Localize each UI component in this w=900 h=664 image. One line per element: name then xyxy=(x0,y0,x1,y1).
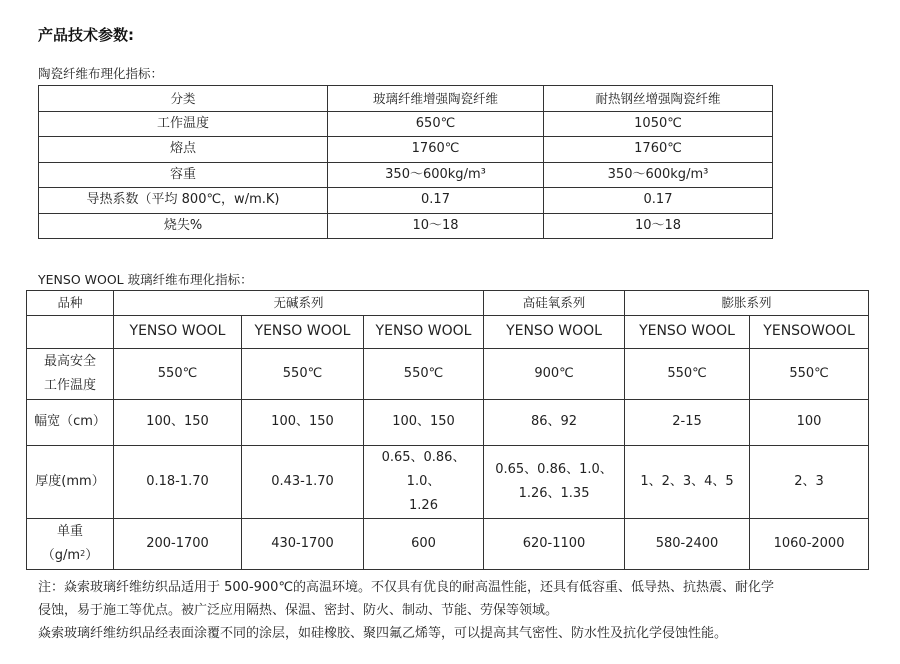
cell-value: 100、150 xyxy=(242,400,364,446)
cell-value: 350～600kg/m³ xyxy=(544,162,773,188)
table-row xyxy=(39,162,773,188)
cell-value: 550℃ xyxy=(242,349,364,400)
cell-value: 1050℃ xyxy=(544,111,773,137)
width-label: 幅宽（cm） xyxy=(27,400,114,446)
model-cell: YENSO WOOL xyxy=(484,316,625,349)
model-cell: YENSO WOOL xyxy=(114,316,242,349)
table-header-row xyxy=(39,86,773,112)
note-line: 注：焱索玻璃纤维纺织品适用于 500-900℃的高温环境。不仅具有优良的耐高温性能，还具有低容重、低导热、抗热震、耐化学 xyxy=(38,580,775,595)
row-label: 烧失% xyxy=(39,213,328,239)
cell-value: 2-15 xyxy=(625,400,750,446)
group-alkali-free: 无碱系列 xyxy=(114,291,484,316)
label-line: （g/m xyxy=(41,548,81,563)
cell-value: 0.43-1.70 xyxy=(242,446,364,519)
label-line: ） xyxy=(85,548,99,563)
ceramic-fiber-cloth-table xyxy=(38,85,773,239)
note-line: 侵蚀，易于施工等优点。被广泛应用隔热、保温、密封、防火、制动、节能、劳保等领域。 xyxy=(38,603,559,618)
cell-value: 900℃ xyxy=(484,349,625,400)
cell-value: 100、150 xyxy=(114,400,242,446)
weight-label xyxy=(27,519,114,570)
temperature-row xyxy=(27,349,869,400)
label-line: 最高安全 xyxy=(43,354,96,369)
header-category: 分类 xyxy=(39,86,328,112)
header-steel-reinforced: 耐热钢丝增强陶瓷纤维 xyxy=(544,86,773,112)
thickness-label: 厚度(mm） xyxy=(27,446,114,519)
glass-fiber-cloth-table xyxy=(26,290,869,570)
cell-value: 580-2400 xyxy=(625,519,750,570)
cell-value: 600 xyxy=(364,519,484,570)
row-label: 工作温度 xyxy=(39,111,328,137)
cell-value: 200-1700 xyxy=(114,519,242,570)
cell-value: 350～600kg/m³ xyxy=(328,162,544,188)
header-glass-reinforced: 玻璃纤维增强陶瓷纤维 xyxy=(328,86,544,112)
cell-value: 550℃ xyxy=(114,349,242,400)
cell-value: 430-1700 xyxy=(242,519,364,570)
value-line: 1.26 xyxy=(409,498,438,513)
model-cell: YENSO WOOL xyxy=(625,316,750,349)
cell-value: 0.17 xyxy=(544,188,773,214)
cell-value: 550℃ xyxy=(364,349,484,400)
value-line: 0.65、0.86、1.0、 xyxy=(495,462,613,477)
cell-value: 1、2、3、4、5 xyxy=(625,446,750,519)
cell-value: 550℃ xyxy=(625,349,750,400)
cell-value: 1060-2000 xyxy=(750,519,869,570)
table-row xyxy=(39,111,773,137)
model-cell: YENSO WOOL xyxy=(242,316,364,349)
value-line: 0.65、0.86、1.0、 xyxy=(381,450,466,489)
row-label: 熔点 xyxy=(39,137,328,163)
row-label: 导热系数（平均 800℃，w/m.K) xyxy=(39,188,328,214)
model-cell: YENSO WOOL xyxy=(364,316,484,349)
cell-value xyxy=(484,446,625,519)
temperature-label xyxy=(27,349,114,400)
cell-value: 0.17 xyxy=(328,188,544,214)
notes-block xyxy=(38,576,878,645)
cell-value xyxy=(364,446,484,519)
thickness-row xyxy=(27,446,869,519)
superscript: 2 xyxy=(80,549,86,558)
table-row xyxy=(39,137,773,163)
label-line: 单重 xyxy=(56,524,83,539)
weight-row xyxy=(27,519,869,570)
ceramic-cloth-table-caption: 陶瓷纤维布理化指标： xyxy=(38,66,164,81)
label-line: 工作温度 xyxy=(43,378,96,393)
cell-value: 650℃ xyxy=(328,111,544,137)
header-variety: 品种 xyxy=(27,291,114,316)
cell-value: 100 xyxy=(750,400,869,446)
note-line: 焱索玻璃纤维纺织品经表面涂覆不同的涂层，如硅橡胶、聚四氟乙烯等，可以提高其气密性、防水性及抗化学侵蚀性能。 xyxy=(38,626,728,641)
glass-fiber-table-caption: YENSO WOOL 玻璃纤维布理化指标： xyxy=(38,272,253,287)
cell-value: 86、92 xyxy=(484,400,625,446)
group-expansion: 膨胀系列 xyxy=(625,291,869,316)
width-row xyxy=(27,400,869,446)
cell-value: 1760℃ xyxy=(328,137,544,163)
table-row xyxy=(39,188,773,214)
model-row xyxy=(27,316,869,349)
model-cell: YENSOWOOL xyxy=(750,316,869,349)
cell-value: 620-1100 xyxy=(484,519,625,570)
cell-value: 1760℃ xyxy=(544,137,773,163)
group-high-silica: 高硅氧系列 xyxy=(484,291,625,316)
cell-value: 550℃ xyxy=(750,349,869,400)
table-row xyxy=(39,213,773,239)
cell-value: 0.18-1.70 xyxy=(114,446,242,519)
cell-value: 10～18 xyxy=(328,213,544,239)
cell-value: 10～18 xyxy=(544,213,773,239)
empty-cell xyxy=(27,316,114,349)
page-title: 产品技术参数: xyxy=(38,26,134,44)
row-label: 容重 xyxy=(39,162,328,188)
group-header-row xyxy=(27,291,869,316)
cell-value: 100、150 xyxy=(364,400,484,446)
value-line: 1.26、1.35 xyxy=(518,486,590,501)
cell-value: 2、3 xyxy=(750,446,869,519)
